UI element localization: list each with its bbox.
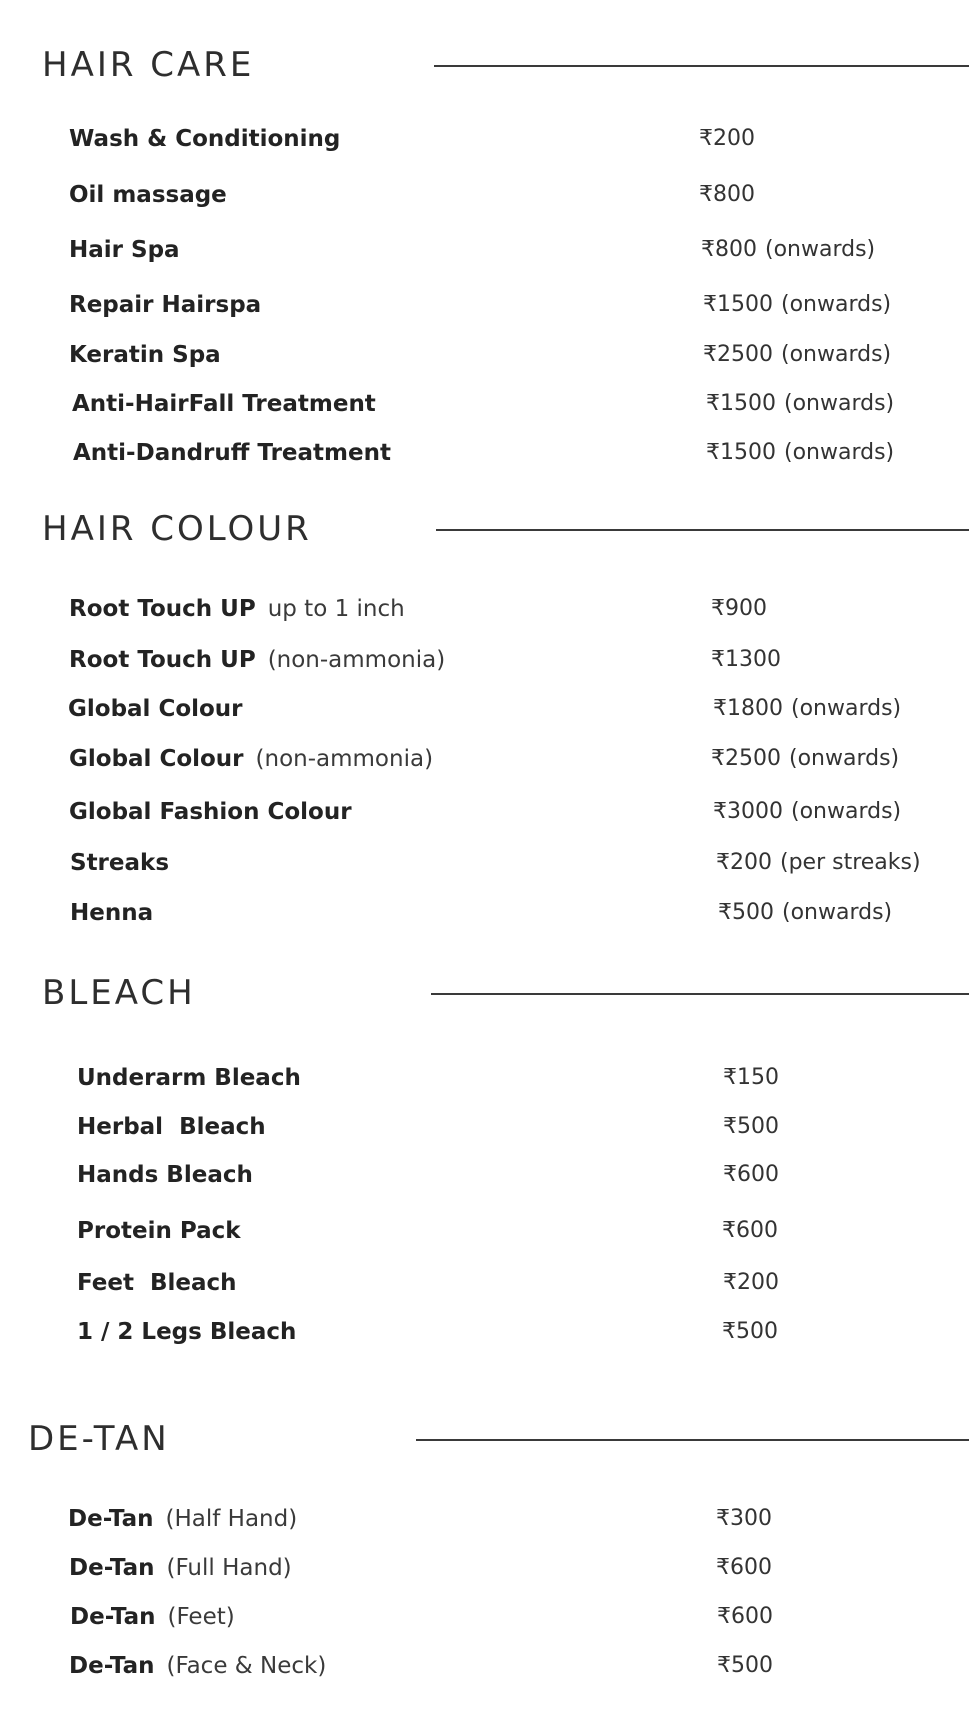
- menu-item: [0, 387, 969, 421]
- item-price: [717, 1600, 781, 1634]
- menu-item: [0, 692, 969, 726]
- price-amount: ₹500: [718, 900, 774, 925]
- item-price: [711, 643, 789, 677]
- item-label: [69, 643, 445, 677]
- price-amount: ₹500: [723, 1114, 779, 1139]
- item-name: Henna: [70, 900, 154, 926]
- price-amount: ₹1500: [706, 440, 776, 465]
- menu-item: [0, 122, 969, 156]
- item-note: (Full Hand): [166, 1555, 292, 1581]
- item-price: [699, 178, 763, 212]
- menu-item: [0, 233, 969, 267]
- item-label: [77, 1158, 265, 1192]
- item-name: Protein Pack: [77, 1218, 241, 1244]
- item-price: [711, 742, 899, 776]
- item-label: [69, 592, 405, 626]
- price-amount: ₹500: [722, 1319, 778, 1344]
- item-price: [722, 1315, 786, 1349]
- price-amount: ₹800: [701, 237, 757, 262]
- menu-item: [0, 896, 969, 930]
- item-price: [713, 795, 901, 829]
- price-amount: ₹1500: [703, 292, 773, 317]
- menu-item: [0, 436, 969, 470]
- item-name: Streaks: [70, 850, 170, 876]
- item-price: [711, 592, 775, 626]
- price-amount: ₹600: [717, 1604, 773, 1629]
- price-amount: ₹2500: [703, 342, 773, 367]
- item-price: [701, 233, 875, 267]
- price-amount: ₹3000: [713, 799, 783, 824]
- item-name: Oil massage: [69, 182, 227, 208]
- item-note: (Feet): [167, 1604, 235, 1630]
- item-name: Wash & Conditioning: [69, 126, 341, 152]
- item-name: De-Tan: [69, 1555, 155, 1581]
- item-price: [717, 1649, 781, 1683]
- item-note: up to 1 inch: [267, 596, 405, 622]
- section-divider: [431, 993, 969, 995]
- item-price: [716, 1551, 780, 1585]
- menu-item: [0, 1502, 969, 1536]
- item-price: [703, 288, 891, 322]
- price-amount: ₹600: [722, 1218, 778, 1243]
- item-price: [723, 1061, 787, 1095]
- item-label: [73, 436, 403, 470]
- menu-item: [0, 643, 969, 677]
- price-amount: ₹600: [723, 1162, 779, 1187]
- item-price: [706, 387, 894, 421]
- item-name: De-Tan: [68, 1506, 154, 1532]
- menu-item: [0, 338, 969, 372]
- price-amount: ₹200: [716, 850, 772, 875]
- item-price: [718, 896, 892, 930]
- menu-item: [0, 1061, 969, 1095]
- price-amount: ₹1300: [711, 647, 781, 672]
- price-note: (per streaks): [780, 850, 921, 875]
- item-name: 1 / 2 Legs Bleach: [77, 1319, 297, 1345]
- section-title: DE-TAN: [28, 1419, 170, 1459]
- item-price: [699, 122, 763, 156]
- price-note: (onwards): [784, 391, 895, 416]
- item-note: (Face & Neck): [166, 1653, 327, 1679]
- section-divider: [434, 65, 969, 67]
- price-note: (onwards): [781, 342, 892, 367]
- item-note: (non-ammonia): [267, 647, 446, 673]
- price-amount: ₹1500: [706, 391, 776, 416]
- menu-item: [0, 178, 969, 212]
- menu-item: [0, 288, 969, 322]
- price-note: (onwards): [782, 900, 893, 925]
- item-label: [77, 1315, 308, 1349]
- item-price: [706, 436, 894, 470]
- menu-item: [0, 1266, 969, 1300]
- item-name: Anti-Dandruff Treatment: [73, 440, 391, 466]
- item-label: [70, 846, 181, 880]
- menu-item: [0, 592, 969, 626]
- item-label: [77, 1110, 278, 1144]
- item-note: (non-ammonia): [255, 746, 434, 772]
- price-note: (onwards): [781, 292, 892, 317]
- item-label: [69, 1649, 326, 1683]
- price-amount: ₹150: [723, 1065, 779, 1090]
- menu-item: [0, 1214, 969, 1248]
- item-name: Repair Hairspa: [69, 292, 262, 318]
- item-label: [70, 896, 165, 930]
- item-price: [723, 1110, 787, 1144]
- item-price: [722, 1214, 786, 1248]
- section-divider: [436, 529, 969, 531]
- item-label: [69, 122, 352, 156]
- menu-item: [0, 846, 969, 880]
- menu-item: [0, 795, 969, 829]
- price-note: (onwards): [791, 696, 902, 721]
- menu-item: [0, 1551, 969, 1585]
- item-label: [68, 692, 255, 726]
- menu-item: [0, 1315, 969, 1349]
- price-amount: ₹200: [723, 1270, 779, 1295]
- item-label: [69, 338, 233, 372]
- item-name: Global Colour: [68, 696, 243, 722]
- item-price: [723, 1266, 787, 1300]
- menu-item: [0, 1110, 969, 1144]
- item-price: [723, 1158, 787, 1192]
- item-name: Global Fashion Colour: [69, 799, 352, 825]
- price-note: (onwards): [791, 799, 902, 824]
- price-amount: ₹900: [711, 596, 767, 621]
- item-price: [703, 338, 891, 372]
- item-label: [77, 1061, 313, 1095]
- item-name: De-Tan: [70, 1604, 156, 1630]
- price-note: (onwards): [765, 237, 876, 262]
- item-name: Underarm Bleach: [77, 1065, 301, 1091]
- price-amount: ₹500: [717, 1653, 773, 1678]
- menu-item: [0, 742, 969, 776]
- item-name: Root Touch UP: [69, 647, 256, 673]
- price-note: (onwards): [784, 440, 895, 465]
- item-name: Anti-HairFall Treatment: [72, 391, 376, 417]
- item-label: [77, 1266, 249, 1300]
- section-title: HAIR CARE: [42, 45, 255, 85]
- item-name: Hands Bleach: [77, 1162, 253, 1188]
- item-label: [69, 795, 364, 829]
- price-amount: ₹300: [716, 1506, 772, 1531]
- price-amount: ₹600: [716, 1555, 772, 1580]
- item-price: [716, 1502, 780, 1536]
- item-label: [77, 1214, 253, 1248]
- item-name: Keratin Spa: [69, 342, 221, 368]
- item-label: [70, 1600, 235, 1634]
- item-name: Hair Spa: [69, 237, 180, 263]
- section-title: BLEACH: [42, 973, 196, 1013]
- price-amount: ₹2500: [711, 746, 781, 771]
- item-label: [69, 233, 192, 267]
- item-label: [72, 387, 388, 421]
- item-price: [716, 846, 921, 880]
- price-amount: ₹1800: [713, 696, 783, 721]
- menu-item: [0, 1649, 969, 1683]
- item-name: Global Colour: [69, 746, 244, 772]
- section-divider: [416, 1439, 969, 1441]
- item-note: (Half Hand): [165, 1506, 298, 1532]
- menu-item: [0, 1600, 969, 1634]
- item-label: [68, 1502, 297, 1536]
- item-name: Root Touch UP: [69, 596, 256, 622]
- price-amount: ₹200: [699, 126, 755, 151]
- item-price: [713, 692, 901, 726]
- item-name: Herbal Bleach: [77, 1114, 266, 1140]
- item-name: Feet Bleach: [77, 1270, 237, 1296]
- item-name: De-Tan: [69, 1653, 155, 1679]
- item-label: [69, 1551, 292, 1585]
- menu-item: [0, 1158, 969, 1192]
- section-title: HAIR COLOUR: [42, 509, 312, 549]
- price-amount: ₹800: [699, 182, 755, 207]
- item-label: [69, 288, 273, 322]
- item-label: [69, 178, 239, 212]
- item-label: [69, 742, 433, 776]
- price-note: (onwards): [789, 746, 900, 771]
